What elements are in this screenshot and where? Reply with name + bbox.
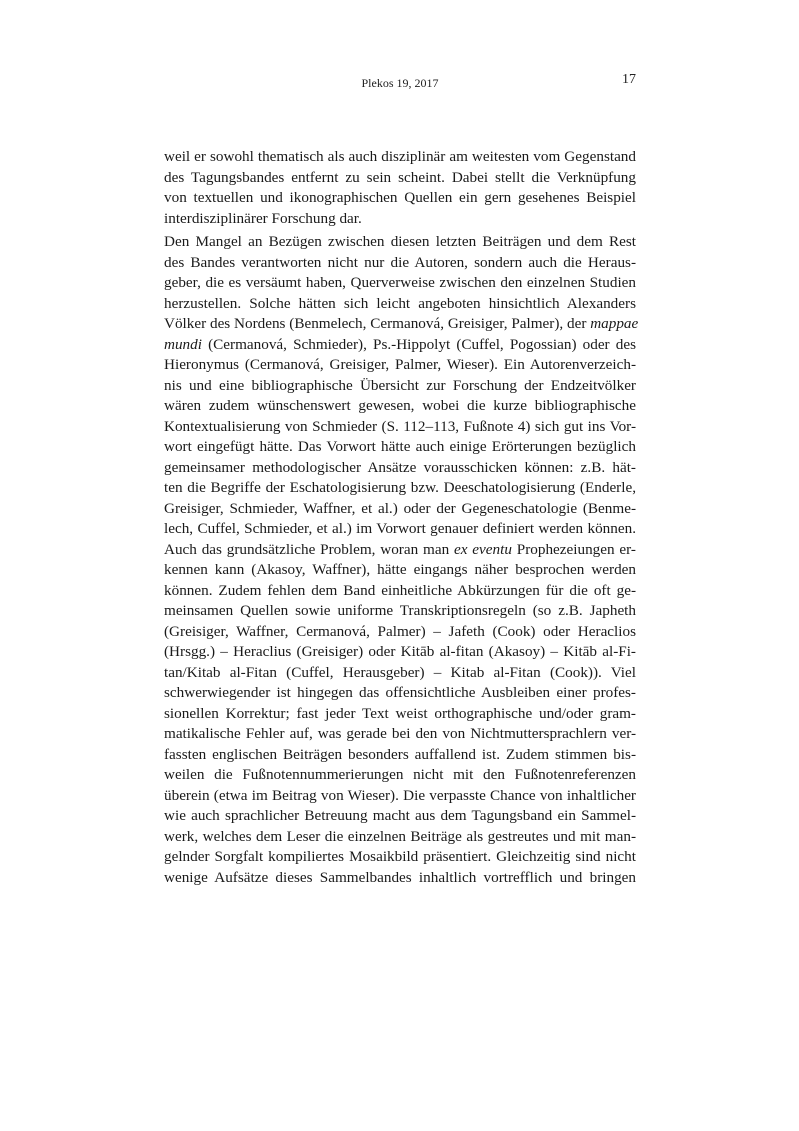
text-line: wenige Aufsätze dieses Sammelbandes inhaltlich vortrefflich und bringen [164,868,636,886]
text-line: (Hrsgg.) – Heraclius (Greisiger) oder Kitāb al-fitan (Akasoy) – Kitāb al-Fi- [164,643,636,660]
text-segment: Prophezeiungen er- [511,540,636,558]
text-line: weilen die Fußnotennummerierungen nicht mit den Fußnotenreferenzen [164,766,636,783]
text-line: ten die Begriffe der Eschatologisierung bzw. Deeschatologisierung (Enderle, [164,479,636,496]
page-header [164,72,636,92]
text-segment: Auch das grundsätzliche Problem, woran man [164,540,454,558]
text-line: gelnder Sorgfalt kompiliertes Mosaikbild präsentiert. Gleichzeitig sind nicht [164,848,636,865]
text-line [164,335,636,356]
italic-term: mappae [590,315,639,332]
text-line [164,540,636,561]
text-line: überein (etwa im Beitrag von Wieser). Die verpasste Chance von inhaltlicher [164,786,636,804]
text-line: wort eingefügt hätte. Das Vorwort hätte auch einige Erörterungen bezüglich [164,438,636,455]
text-line: des Tagungsbandes entfernt zu sein scheint. Dabei stellt die Verknüpfung [164,168,636,186]
text-segment: (Cermanová, Schmieder), Ps.-Hippolyt (Cuffel, Pogossian) oder des [201,335,636,353]
text-line: weil er sowohl thematisch als auch disziplinär am weitesten vom Gegenstand [164,148,636,165]
text-line: herzustellen. Solche hätten sich leicht angeboten hinsichtlich Alexanders [164,294,636,312]
paragraph-2 [164,232,639,888]
text-line: wären zudem wünschenswert gewesen, wobei die kurze bibliographische [164,397,636,414]
text-line: sionellen Korrektur; fast jeder Text weist orthographische und/oder gram- [164,704,636,722]
text-line: lech, Cuffel, Schmieder, et al.) im Vorwort genauer definiert werden können. [164,520,636,537]
text-line: Greisiger, Schmieder, Waffner, et al.) oder der Gegeneschatologie (Benme- [164,499,636,517]
text-line [164,314,639,335]
text-line: nis und eine bibliographische Übersicht zur Forschung der Endzeitvölker [164,376,636,394]
text-line: Den Mangel an Bezügen zwischen diesen letzten Beiträgen und dem Rest [164,233,636,250]
text-segment: Völker des Nordens (Benmelech, Cermanová, Greisiger, Palmer), der [164,315,591,332]
text-line: Hieronymus (Cermanová, Greisiger, Palmer, Wieser). Ein Autorenverzeich- [164,356,636,373]
text-line: werk, welches dem Leser die einzelnen Beiträge als gestreutes und mit man- [164,827,636,845]
text-line: können. Zudem fehlen dem Band einheitliche Abkürzungen für die oft ge- [164,581,636,599]
text-line: von textuellen und ikonographischen Quellen ein gern gesehenes Beispiel [164,189,636,206]
running-title: Plekos 19, 2017 [361,76,439,90]
italic-term: mundi [164,335,202,353]
text-line: geber, die es versäumt haben, Querverweise zwischen den einzelnen Studien [164,274,636,291]
text-line: fassten englischen Beiträgen besonders auffallend ist. Zudem stimmen bis- [164,745,636,763]
text-line: matikalische Fehler auf, was gerade bei den von Nichtmuttersprachlern ver- [164,725,636,742]
text-line: Kontextualisierung von Schmieder (S. 112–113, Fußnote 4) sich gut ins Vor- [164,417,636,435]
text-line: (Greisiger, Waffner, Cermanová, Palmer) – Jafeth (Cook) oder Heraclios [164,622,636,640]
page-number: 17 [622,72,636,87]
text-line: meinsamen Quellen sowie uniforme Transkriptionsregeln (so z.B. Japheth [164,602,636,619]
italic-term: ex eventu [454,540,512,558]
text-line: tan/Kitab al-Fitan (Cuffel, Herausgeber) – Kitab al-Fitan (Cook)). Viel [164,663,636,681]
text-line: kennen kann (Akasoy, Waffner), hätte eingangs näher besprochen werden [164,561,636,578]
text-line: wie auch sprachlicher Betreuung macht aus dem Tagungsband ein Sammel- [164,807,636,824]
text-line: gemeinsamer methodologischer Ansätze vorausschicken können: z.B. hät- [164,458,636,476]
body-text [164,147,639,891]
text-line: interdisziplinärer Forschung dar. [164,209,362,227]
text-line: schwerwiegender ist hingegen das offensichtliche Ausbleiben einer profes- [164,684,636,701]
text-line: des Bandes verantworten nicht nur die Autoren, sondern auch die Heraus- [164,253,636,271]
paragraph-1 [164,147,636,229]
